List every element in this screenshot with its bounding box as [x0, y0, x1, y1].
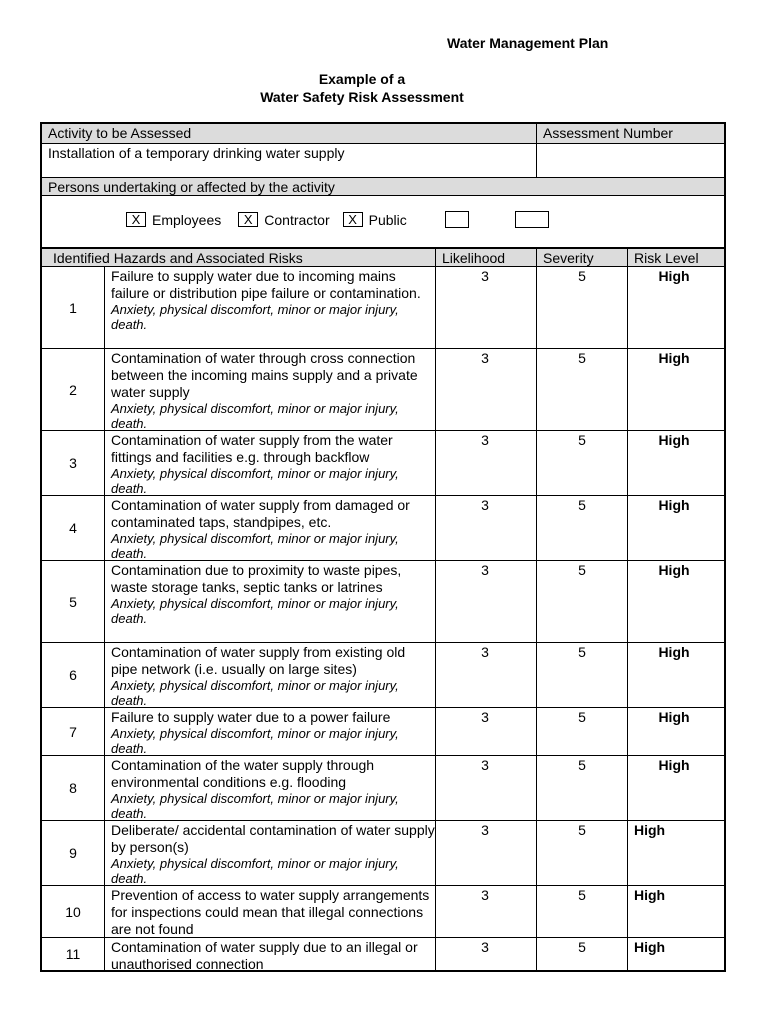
row-number: 2: [69, 381, 77, 398]
associated-risk: Anxiety, physical discomfort, minor or major injury, death.: [111, 726, 399, 756]
table-row: [42, 348, 724, 430]
hazard-description: [104, 708, 435, 755]
document-header-title: Water Management Plan: [447, 35, 609, 51]
risk-level-value: High: [627, 496, 724, 560]
contractor-label: Contractor: [264, 211, 330, 228]
severity-value: 5: [536, 561, 627, 642]
likelihood-text: 3: [481, 644, 489, 660]
table-row: [42, 820, 724, 885]
risk-level-value: High: [627, 886, 724, 937]
associated-risk: Anxiety, physical discomfort, minor or major injury, death.: [111, 678, 399, 708]
activity-label: Activity to be Assessed: [48, 125, 192, 141]
likelihood-text: 3: [481, 939, 489, 955]
severity-value: 5: [536, 821, 627, 885]
row-number: 1: [69, 299, 77, 316]
risk-level-value: High: [627, 561, 724, 642]
likelihood-text: 3: [481, 822, 489, 838]
row-number: 6: [69, 667, 77, 683]
associated-risk: Anxiety, physical discomfort, minor or major injury, death.: [111, 401, 399, 431]
persons-label: Persons undertaking or affected by the activity: [48, 179, 335, 195]
severity-value: 5: [536, 643, 627, 707]
severity-value: 5: [536, 886, 627, 937]
likelihood-text: 3: [481, 887, 489, 903]
likelihood-value: [435, 561, 536, 642]
hazard-description: [104, 496, 435, 560]
hazard-description: [104, 643, 435, 707]
activity-value-row: [42, 143, 724, 177]
risk-level-value: High: [627, 349, 724, 430]
public-checkbox[interactable]: X: [343, 212, 363, 227]
likelihood-value: [435, 643, 536, 707]
associated-risk: Anxiety, physical discomfort, minor or major injury, death.: [111, 531, 399, 561]
activity-value: Installation of a temporary drinking water supply: [48, 145, 345, 161]
severity-value: 5: [536, 708, 627, 755]
table-row: [42, 642, 724, 707]
hazard-text: Contamination of water supply from existing old pipe network (i.e. usually on large sites): [111, 644, 406, 677]
severity-value: 5: [536, 349, 627, 430]
table-row: [42, 755, 724, 820]
hazard-description: [104, 349, 435, 430]
row-number: 8: [69, 780, 77, 796]
risk-level-value: High: [627, 643, 724, 707]
hazard-text: Prevention of access to water supply arrangements for inspections could mean that illegal connections are not found: [111, 887, 430, 937]
likelihood-value: [435, 756, 536, 820]
risk-level-value: High: [627, 431, 724, 495]
employees-label: Employees: [152, 211, 222, 228]
associated-risk: Anxiety, physical discomfort, minor or major injury, death.: [111, 466, 399, 496]
hazard-description: [104, 938, 435, 970]
blank-checkbox-2[interactable]: [515, 211, 549, 228]
severity-column-header: Severity: [536, 249, 627, 266]
associated-risk: Anxiety, physical discomfort, minor or major injury, death.: [111, 791, 399, 821]
hazard-text: Contamination of water supply from damaged or contaminated taps, standpipes, etc.: [111, 497, 410, 530]
likelihood-column-header: Likelihood: [435, 249, 536, 266]
likelihood-text: 3: [481, 350, 489, 366]
likelihood-value: [435, 708, 536, 755]
likelihood-value: [435, 821, 536, 885]
likelihood-text: 3: [481, 432, 489, 448]
likelihood-value: [435, 349, 536, 430]
employees-checkbox[interactable]: X: [126, 212, 146, 227]
persons-checkbox-group: [126, 211, 549, 228]
severity-value: 5: [536, 938, 627, 970]
table-row: [42, 937, 724, 970]
row-number: 5: [69, 593, 77, 610]
associated-risk: Anxiety, physical discomfort, minor or major injury, death.: [111, 596, 399, 626]
blank-checkbox-1[interactable]: [445, 211, 469, 228]
risk-level-value: High: [627, 938, 724, 970]
severity-value: 5: [536, 496, 627, 560]
row-number: 7: [69, 723, 77, 740]
title-line-1: Example of a: [318, 71, 406, 87]
risk-level-value: High: [627, 821, 724, 885]
associated-risk: Anxiety, physical discomfort, minor or major injury, death.: [111, 856, 399, 886]
hazard-description: [104, 431, 435, 495]
likelihood-text: 3: [481, 497, 489, 513]
hazard-text: Failure to supply water due to a power failure: [111, 709, 391, 725]
hazard-text: Failure to supply water due to incoming mains failure or distribution pipe failure or contamination.: [111, 268, 421, 301]
hazard-text: Deliberate/ accidental contamination of water supply by person(s): [111, 822, 435, 855]
assessment-number-field[interactable]: [536, 144, 724, 177]
likelihood-value: [435, 496, 536, 560]
table-row: [42, 560, 724, 642]
likelihood-text: 3: [481, 562, 489, 578]
table-row: [42, 266, 724, 348]
table-row: [42, 885, 724, 937]
likelihood-text: 3: [481, 709, 489, 725]
persons-options-row: [42, 195, 724, 247]
risk-level-column-header: Risk Level: [627, 249, 724, 266]
likelihood-value: [435, 431, 536, 495]
hazards-column-header: Identified Hazards and Associated Risks: [53, 250, 303, 266]
hazard-text: Contamination of water supply from the water fittings and facilities e.g. through backflow: [111, 432, 393, 465]
row-number: 10: [65, 903, 81, 920]
risk-level-value: High: [627, 267, 724, 348]
risk-level-value: High: [627, 708, 724, 755]
public-label: Public: [368, 211, 407, 228]
assessment-number-label: Assessment Number: [536, 124, 724, 143]
table-row: [42, 430, 724, 495]
row-number: 4: [69, 520, 77, 536]
activity-header-row: [42, 124, 724, 143]
risk-assessment-form: [40, 122, 726, 972]
likelihood-text: 3: [481, 268, 489, 284]
hazard-text: Contamination of the water supply through environmental conditions e.g. flooding: [111, 757, 375, 790]
hazard-description: [104, 821, 435, 885]
hazard-text: Contamination due to proximity to waste pipes, waste storage tanks, septic tanks or latrines: [111, 562, 402, 595]
severity-value: 5: [536, 267, 627, 348]
table-row: [42, 495, 724, 560]
hazard-description: [104, 886, 435, 937]
row-number: 3: [69, 455, 77, 471]
hazard-description: [104, 561, 435, 642]
table-row: [42, 707, 724, 755]
severity-value: 5: [536, 756, 627, 820]
severity-value: 5: [536, 431, 627, 495]
associated-risk: Anxiety, physical discomfort, minor or major injury, death.: [111, 302, 399, 332]
likelihood-value: [435, 938, 536, 970]
hazard-text: Contamination of water through cross connection between the incoming mains supply and a private water supply: [111, 350, 418, 400]
risk-level-value: High: [627, 756, 724, 820]
hazard-description: [104, 267, 435, 348]
likelihood-text: 3: [481, 757, 489, 773]
row-number: 11: [65, 946, 81, 962]
likelihood-value: [435, 886, 536, 937]
hazard-table-header: [42, 247, 724, 266]
page-title: [0, 70, 724, 106]
row-number: 9: [69, 845, 77, 861]
title-line-2: Water Safety Risk Assessment: [260, 89, 464, 105]
hazard-description: [104, 756, 435, 820]
likelihood-value: [435, 267, 536, 348]
hazard-text: Contamination of water supply due to an illegal or unauthorised connection: [111, 939, 418, 972]
persons-header-row: [42, 177, 724, 195]
contractor-checkbox[interactable]: X: [238, 212, 258, 227]
